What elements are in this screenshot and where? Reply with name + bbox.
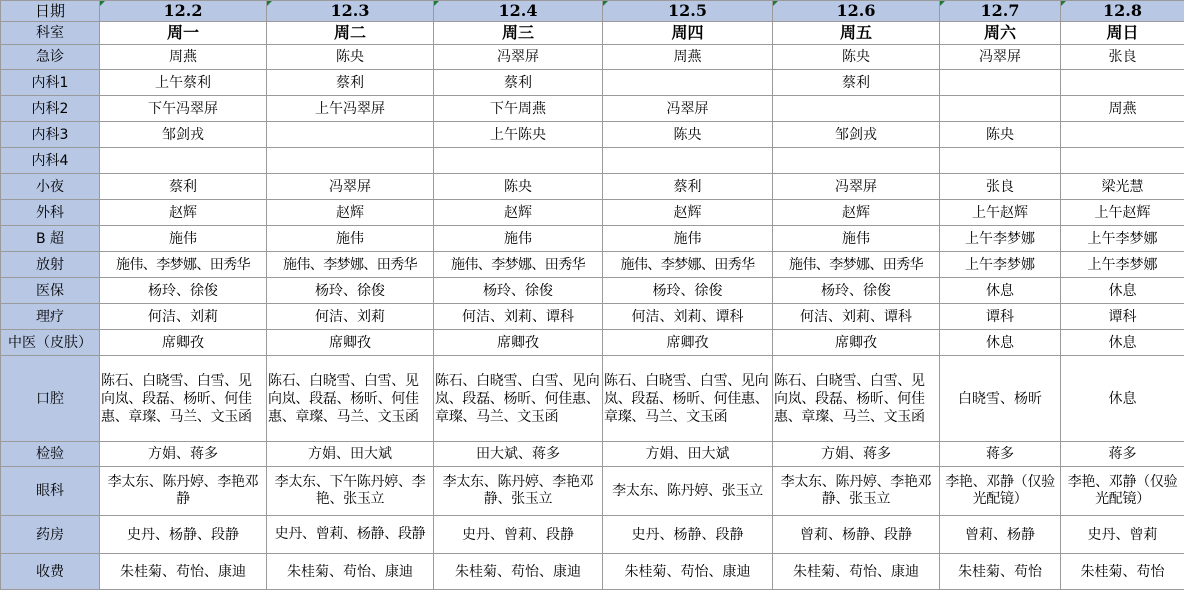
schedule-cell (434, 148, 603, 174)
schedule-cell: 上午李梦娜 (1061, 252, 1184, 278)
schedule-cell: 方娟、蒋多 (100, 442, 267, 467)
schedule-cell: 何洁、刘莉 (100, 304, 267, 330)
schedule-cell: 上午蔡利 (100, 70, 267, 96)
schedule-cell: 下午冯翠屏 (100, 96, 267, 122)
row-ophthalmology (1, 467, 1184, 516)
schedule-cell: 杨玲、徐俊 (267, 278, 434, 304)
schedule-cell: 蔡利 (100, 174, 267, 200)
schedule-cell: 李太东、陈丹婷、李艳邓静 (100, 467, 267, 516)
row-bultrasound (1, 226, 1184, 252)
weekday-header: 周三 (434, 22, 603, 45)
row-lab (1, 442, 1184, 467)
schedule-cell: 赵辉 (603, 200, 773, 226)
schedule-cell: 何洁、刘莉 (267, 304, 434, 330)
schedule-cell: 梁光慧 (1061, 174, 1184, 200)
row-label-physio: 理疗 (1, 304, 100, 330)
row-label-internal3: 内科3 (1, 122, 100, 148)
row-label-dept: 科室 (1, 22, 100, 45)
schedule-cell: 何洁、刘莉、谭科 (773, 304, 940, 330)
schedule-cell: 田大斌、蒋多 (434, 442, 603, 467)
schedule-cell (1061, 122, 1184, 148)
schedule-cell: 赵辉 (267, 200, 434, 226)
row-dental (1, 356, 1184, 442)
schedule-cell: 蒋多 (940, 442, 1061, 467)
schedule-cell: 休息 (940, 278, 1061, 304)
row-label-internal2: 内科2 (1, 96, 100, 122)
row-label-lab: 检验 (1, 442, 100, 467)
schedule-cell: 史丹、曾莉、段静 (434, 516, 603, 554)
row-cashier (1, 554, 1184, 590)
schedule-cell: 上午赵辉 (940, 200, 1061, 226)
row-surgery (1, 200, 1184, 226)
row-physio (1, 304, 1184, 330)
schedule-cell: 谭科 (1061, 304, 1184, 330)
schedule-cell: 休息 (1061, 278, 1184, 304)
schedule-cell: 下午周燕 (434, 96, 603, 122)
schedule-cell: 施伟 (267, 226, 434, 252)
schedule-cell: 朱桂菊、苟怡、康迪 (603, 554, 773, 590)
date-header: 12.4 (434, 1, 603, 22)
row-insurance (1, 278, 1184, 304)
schedule-cell: 杨玲、徐俊 (100, 278, 267, 304)
schedule-cell: 周燕 (1061, 96, 1184, 122)
weekday-header: 周日 (1061, 22, 1184, 45)
schedule-cell (940, 96, 1061, 122)
schedule-cell (940, 70, 1061, 96)
row-dept (1, 22, 1184, 45)
schedule-cell: 曾莉、杨静、段静 (773, 516, 940, 554)
weekday-header: 周四 (603, 22, 773, 45)
schedule-cell: 陈石、白晓雪、白雪、见向岚、段磊、杨昕、何佳惠、章璨、马兰、文玉函 (434, 356, 603, 442)
schedule-cell (267, 122, 434, 148)
schedule-cell: 蒋多 (1061, 442, 1184, 467)
schedule-cell: 方娟、田大斌 (603, 442, 773, 467)
schedule-cell: 冯翠屏 (603, 96, 773, 122)
schedule-cell: 蔡利 (434, 70, 603, 96)
schedule-cell: 席卿孜 (603, 330, 773, 356)
schedule-cell (267, 148, 434, 174)
schedule-cell: 施伟 (603, 226, 773, 252)
schedule-cell: 朱桂菊、苟怡 (1061, 554, 1184, 590)
row-internal4 (1, 148, 1184, 174)
schedule-cell: 史丹、曾莉 (1061, 516, 1184, 554)
schedule-cell: 杨玲、徐俊 (603, 278, 773, 304)
schedule-cell: 上午李梦娜 (940, 226, 1061, 252)
schedule-cell: 上午李梦娜 (940, 252, 1061, 278)
schedule-cell (940, 148, 1061, 174)
row-tcm (1, 330, 1184, 356)
schedule-cell: 周燕 (603, 45, 773, 70)
schedule-cell: 陈石、白晓雪、白雪、见向岚、段磊、杨昕、何佳惠、章璨、马兰、文玉函 (773, 356, 940, 442)
schedule-cell: 邹剑戎 (100, 122, 267, 148)
date-header: 12.5 (603, 1, 773, 22)
schedule-cell: 陈央 (940, 122, 1061, 148)
row-pharmacy (1, 516, 1184, 554)
schedule-cell: 冯翠屏 (267, 174, 434, 200)
date-header: 12.2 (100, 1, 267, 22)
row-emergency (1, 45, 1184, 70)
row-label-pharmacy: 药房 (1, 516, 100, 554)
schedule-cell (603, 70, 773, 96)
schedule-cell: 方娟、田大斌 (267, 442, 434, 467)
schedule-cell (773, 96, 940, 122)
schedule-cell: 杨玲、徐俊 (434, 278, 603, 304)
schedule-cell: 席卿孜 (100, 330, 267, 356)
schedule-cell: 上午赵辉 (1061, 200, 1184, 226)
weekday-header: 周六 (940, 22, 1061, 45)
row-internal1 (1, 70, 1184, 96)
schedule-cell: 谭科 (940, 304, 1061, 330)
schedule-cell: 陈央 (267, 45, 434, 70)
row-label-surgery: 外科 (1, 200, 100, 226)
row-label-internal4: 内科4 (1, 148, 100, 174)
schedule-cell: 上午陈央 (434, 122, 603, 148)
schedule-cell: 上午李梦娜 (1061, 226, 1184, 252)
weekday-header: 周一 (100, 22, 267, 45)
schedule-cell: 陈央 (773, 45, 940, 70)
row-label-date: 日期 (1, 1, 100, 22)
date-header: 12.3 (267, 1, 434, 22)
schedule-cell: 施伟、李梦娜、田秀华 (434, 252, 603, 278)
schedule-cell: 冯翠屏 (940, 45, 1061, 70)
row-label-night: 小夜 (1, 174, 100, 200)
row-night (1, 174, 1184, 200)
schedule-cell: 冯翠屏 (773, 174, 940, 200)
schedule-cell: 白晓雪、杨昕 (940, 356, 1061, 442)
schedule-cell: 李艳、邓静（仅验光配镜） (1061, 467, 1184, 516)
schedule-cell (603, 148, 773, 174)
weekday-header: 周二 (267, 22, 434, 45)
schedule-cell: 赵辉 (434, 200, 603, 226)
schedule-cell: 休息 (1061, 356, 1184, 442)
schedule-cell: 朱桂菊、苟怡、康迪 (267, 554, 434, 590)
schedule-cell: 冯翠屏 (434, 45, 603, 70)
schedule-cell: 张良 (1061, 45, 1184, 70)
schedule-cell: 施伟、李梦娜、田秀华 (603, 252, 773, 278)
schedule-cell: 赵辉 (773, 200, 940, 226)
schedule-cell: 何洁、刘莉、谭科 (603, 304, 773, 330)
schedule-cell: 陈石、白晓雪、白雪、见向岚、段磊、杨昕、何佳惠、章璨、马兰、文玉函 (603, 356, 773, 442)
schedule-cell (773, 148, 940, 174)
schedule-cell: 施伟、李梦娜、田秀华 (100, 252, 267, 278)
schedule-cell: 蔡利 (773, 70, 940, 96)
row-internal3 (1, 122, 1184, 148)
row-label-insurance: 医保 (1, 278, 100, 304)
schedule-cell: 朱桂菊、苟怡、康迪 (773, 554, 940, 590)
schedule-cell: 赵辉 (100, 200, 267, 226)
schedule-cell: 周燕 (100, 45, 267, 70)
schedule-cell: 曾莉、杨静 (940, 516, 1061, 554)
schedule-cell: 席卿孜 (267, 330, 434, 356)
schedule-cell: 李太东、下午陈丹婷、李艳、张玉立 (267, 467, 434, 516)
schedule-cell: 施伟 (100, 226, 267, 252)
date-header: 12.6 (773, 1, 940, 22)
schedule-cell: 方娟、蒋多 (773, 442, 940, 467)
schedule-cell: 陈石、白晓雪、白雪、见向岚、段磊、杨昕、何佳惠、章璨、马兰、文玉函 (100, 356, 267, 442)
schedule-cell: 施伟 (773, 226, 940, 252)
schedule-cell (1061, 148, 1184, 174)
row-label-radiology: 放射 (1, 252, 100, 278)
schedule-cell: 陈央 (603, 122, 773, 148)
row-radiology (1, 252, 1184, 278)
schedule-cell: 陈石、白晓雪、白雪、见向岚、段磊、杨昕、何佳惠、章璨、马兰、文玉函 (267, 356, 434, 442)
schedule-cell: 席卿孜 (434, 330, 603, 356)
schedule-cell: 史丹、杨静、段静 (603, 516, 773, 554)
schedule-cell: 上午冯翠屏 (267, 96, 434, 122)
schedule-cell: 朱桂菊、苟怡、康迪 (100, 554, 267, 590)
schedule-cell: 朱桂菊、苟怡 (940, 554, 1061, 590)
row-internal2 (1, 96, 1184, 122)
schedule-cell: 蔡利 (603, 174, 773, 200)
row-label-emergency: 急诊 (1, 45, 100, 70)
schedule-cell (1061, 70, 1184, 96)
schedule-cell: 李太东、陈丹婷、李艳邓静、张玉立 (434, 467, 603, 516)
weekday-header: 周五 (773, 22, 940, 45)
schedule-cell: 李艳、邓静（仅验光配镜） (940, 467, 1061, 516)
row-date (1, 1, 1184, 22)
row-label-cashier: 收费 (1, 554, 100, 590)
schedule-cell: 休息 (1061, 330, 1184, 356)
schedule-cell: 李太东、陈丹婷、李艳邓静、张玉立 (773, 467, 940, 516)
schedule-cell: 席卿孜 (773, 330, 940, 356)
schedule-cell: 施伟 (434, 226, 603, 252)
row-label-internal1: 内科1 (1, 70, 100, 96)
row-label-bultrasound: B 超 (1, 226, 100, 252)
schedule-cell: 施伟、李梦娜、田秀华 (773, 252, 940, 278)
schedule-cell: 何洁、刘莉、谭科 (434, 304, 603, 330)
schedule-cell (100, 148, 267, 174)
row-label-tcm: 中医（皮肤） (1, 330, 100, 356)
schedule-cell: 张良 (940, 174, 1061, 200)
schedule-cell: 李太东、陈丹婷、张玉立 (603, 467, 773, 516)
schedule-cell: 休息 (940, 330, 1061, 356)
schedule-cell: 史丹、杨静、段静 (100, 516, 267, 554)
schedule-cell: 蔡利 (267, 70, 434, 96)
schedule-cell: 施伟、李梦娜、田秀华 (267, 252, 434, 278)
schedule-cell: 朱桂菊、苟怡、康迪 (434, 554, 603, 590)
schedule-cell: 史丹、曾莉、杨静、段静 (267, 516, 434, 554)
date-header: 12.8 (1061, 1, 1184, 22)
date-header: 12.7 (940, 1, 1061, 22)
schedule-cell: 陈央 (434, 174, 603, 200)
row-label-dental: 口腔 (1, 356, 100, 442)
schedule-cell: 杨玲、徐俊 (773, 278, 940, 304)
row-label-ophthalmology: 眼科 (1, 467, 100, 516)
schedule-cell: 邹剑戎 (773, 122, 940, 148)
